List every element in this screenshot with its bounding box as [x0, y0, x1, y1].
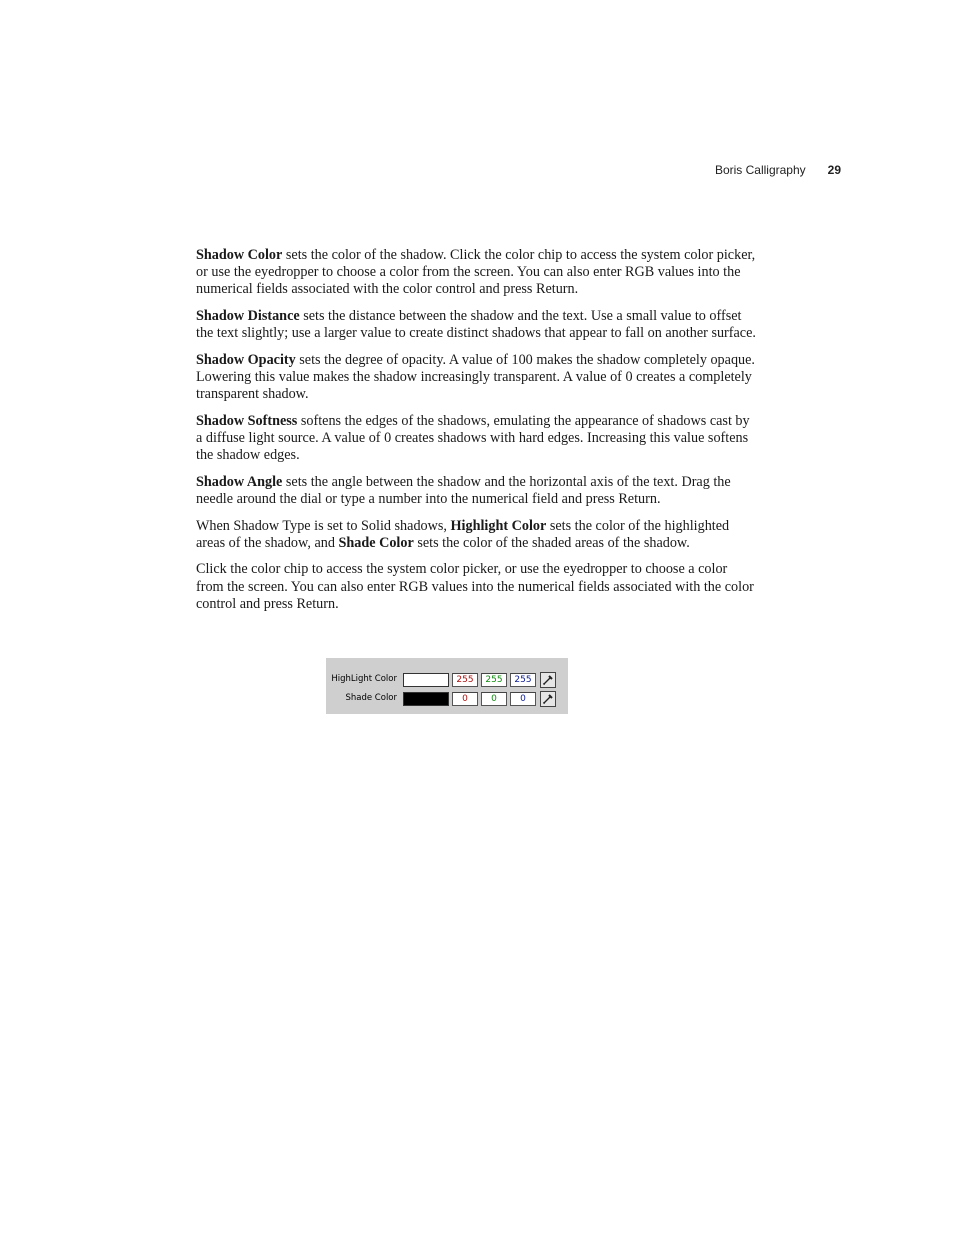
shade-color-chip[interactable] [403, 692, 449, 706]
shade-color-row [326, 691, 568, 707]
shadow-type-end: sets the color of the shaded areas of the shadow. [413, 534, 690, 551]
paragraph-shadow-distance [196, 308, 758, 342]
shade-blue-field[interactable]: 0 [510, 692, 536, 706]
book-title: Boris Calligraphy [714, 163, 806, 177]
term-highlight-color: Highlight Color [450, 517, 547, 534]
term-shadow-angle: Shadow Angle [196, 473, 283, 490]
running-header [0, 163, 841, 177]
highlight-red-field[interactable]: 255 [452, 673, 478, 687]
highlight-blue-field[interactable]: 255 [510, 673, 536, 687]
term-shadow-softness: Shadow Softness [196, 412, 298, 429]
term-shadow-distance: Shadow Distance [196, 308, 300, 324]
desc-shadow-color: sets the color of the shadow. Click the color chip to access the system color picker, or use the eyedropper to choose a color from the screen. You can also enter RGB values into the numerical fields associated with the color control and press Return. [196, 247, 756, 298]
highlight-green-field[interactable]: 255 [481, 673, 507, 687]
eyedropper-icon[interactable] [540, 672, 556, 688]
body-text [196, 247, 758, 622]
page-number: 29 [827, 163, 841, 177]
highlight-color-row [326, 672, 568, 688]
color-controls-panel [326, 658, 568, 714]
desc-shadow-angle: sets the angle between the shadow and the horizontal axis of the text. Drag the needle around the dial or type a number into the numerical field and press Return. [196, 473, 731, 507]
shade-color-label: Shade Color [345, 693, 397, 703]
paragraph-shadow-angle [196, 474, 758, 508]
shade-green-field[interactable]: 0 [481, 692, 507, 706]
shadow-type-intro: When Shadow Type is set to Solid shadows, [196, 517, 451, 534]
paragraph-shadow-opacity [196, 352, 758, 404]
desc-shadow-opacity: sets the degree of opacity. A value of 100 makes the shadow completely opaque. Lowering this value makes the shadow increasingly transparent. A value of 0 creates a completely transparent shadow. [196, 351, 755, 403]
term-shade-color: Shade Color [338, 534, 414, 551]
eyedropper-icon[interactable] [540, 691, 556, 707]
desc-shadow-softness: softens the edges of the shadows, emulating the appearance of shadows cast by a diffuse light source. A value of 0 creates shadows with hard edges. Increasing this value softens the shadow edges. [196, 412, 750, 464]
term-shadow-color: Shadow Color [196, 247, 283, 263]
desc-shadow-distance: sets the distance between the shadow and the text. Use a small value to offset the text slightly; use a larger value to create distinct shadows that appear to fall on another surface. [196, 308, 756, 342]
shade-red-field[interactable]: 0 [452, 692, 478, 706]
paragraph-shadow-color [196, 247, 758, 299]
shadow-type-mid: sets the color of the highlighted areas of the shadow, and [196, 517, 730, 551]
term-shadow-opacity: Shadow Opacity [196, 351, 296, 368]
paragraph-shadow-type [196, 518, 758, 552]
highlight-color-label: HighLight Color [331, 674, 397, 684]
highlight-color-chip[interactable] [403, 673, 449, 687]
paragraph-shadow-softness [196, 413, 758, 465]
paragraph-color-chip: Click the color chip to access the system color picker, or use the eyedropper to choose a color from the screen. You can also enter RGB values into the numerical fields associated with the color control and press Return. [196, 561, 754, 612]
